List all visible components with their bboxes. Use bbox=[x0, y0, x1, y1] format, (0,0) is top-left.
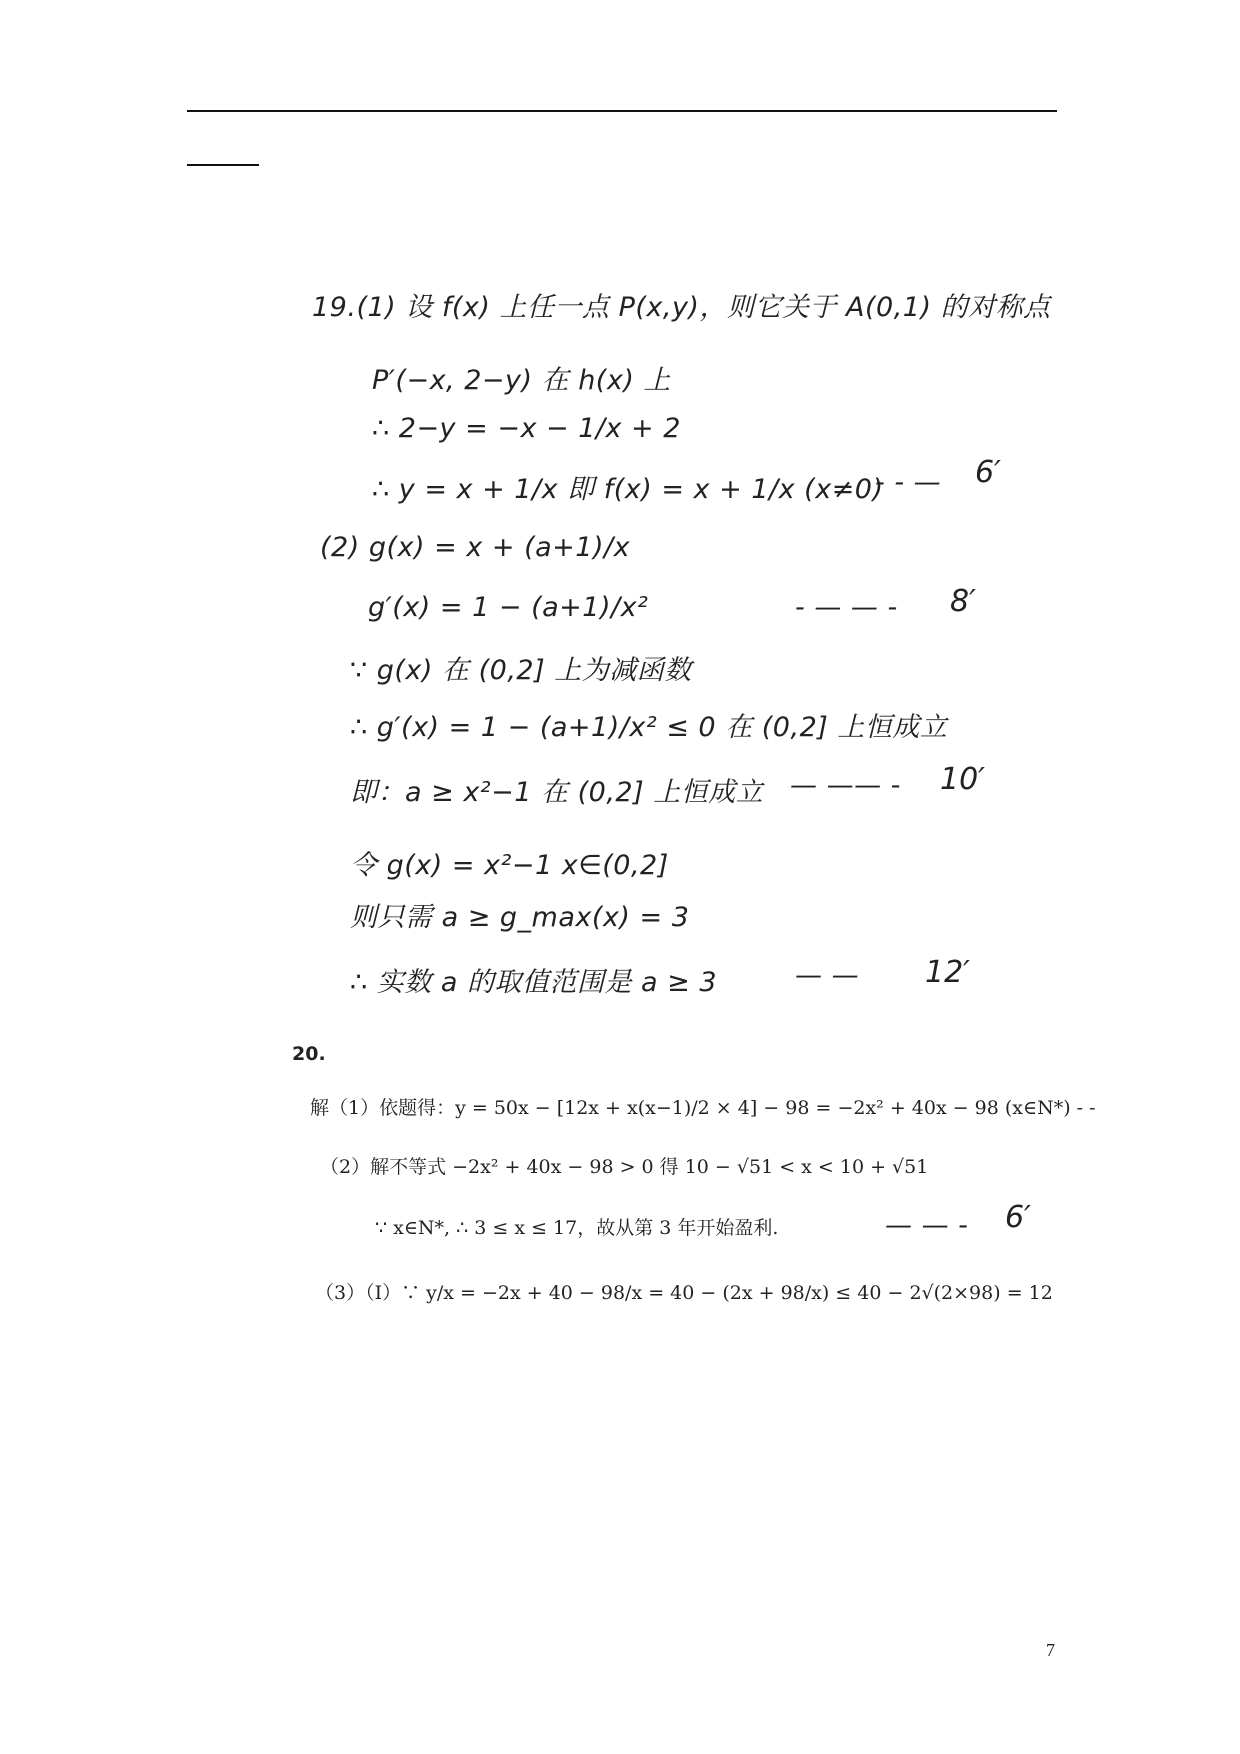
header-rule bbox=[187, 110, 1057, 112]
header-short-rule bbox=[187, 164, 259, 166]
q19-line-8: ∴ g′(x) = 1 − (a+1)/x² ≤ 0 在 (0,2] 上恒成立 bbox=[350, 712, 948, 743]
page-number: 7 bbox=[1046, 1640, 1055, 1660]
q19-point-dash-1: - - — bbox=[875, 467, 942, 498]
q19-point-dash-3: — —— - bbox=[790, 770, 901, 801]
q19-point-score-1: 6′ bbox=[975, 455, 1001, 490]
q19-line-3: ∴ 2−y = −x − 1/x + 2 bbox=[372, 413, 681, 444]
q19-line-9: 即：a ≥ x²−1 在 (0,2] 上恒成立 bbox=[350, 777, 764, 808]
q20-point-dash-1: — — - bbox=[885, 1210, 969, 1241]
q20-line-2: （2）解不等式 −2x² + 40x − 98 > 0 得 10 − √51 < x < 10 + √51 bbox=[320, 1156, 929, 1178]
q19-line-2: P′(−x, 2−y) 在 h(x) 上 bbox=[372, 365, 671, 396]
q19-point-dash-4: — — bbox=[795, 960, 860, 991]
q19-line-4: ∴ y = x + 1/x 即 f(x) = x + 1/x (x≠0) bbox=[372, 474, 884, 505]
q20-line-3: ∵ x∈N*, ∴ 3 ≤ x ≤ 17，故从第 3 年开始盈利. bbox=[375, 1217, 779, 1239]
q19-point-score-3: 10′ bbox=[940, 762, 985, 797]
q20-line-4: （3）（Ⅰ）∵ y/x = −2x + 40 − 98/x = 40 − (2x + 98/x) ≤ 40 − 2√(2×98) = 12 bbox=[315, 1282, 1053, 1304]
q19-line-5: (2) g(x) = x + (a+1)/x bbox=[320, 532, 631, 563]
q19-line-10: 令 g(x) = x²−1 x∈(0,2] bbox=[350, 850, 669, 881]
q19-point-score-2: 8′ bbox=[950, 584, 976, 619]
q20-point-score-1: 6′ bbox=[1005, 1200, 1031, 1235]
q19-line-1: 19.(1) 设 f(x) 上任一点 P(x,y)，则它关于 A(0,1) 的对称点 bbox=[312, 292, 1051, 323]
q19-point-dash-2: - — — - bbox=[795, 592, 898, 623]
q19-point-score-4: 12′ bbox=[925, 955, 970, 990]
q19-line-6: g′(x) = 1 − (a+1)/x² bbox=[368, 592, 649, 623]
q19-line-11: 则只需 a ≥ g_max(x) = 3 bbox=[350, 902, 690, 933]
q20-line-1: 解（1）依题得：y = 50x − [12x + x(x−1)/2 × 4] − 98 = −2x² + 40x − 98 (x∈N*) - - bbox=[310, 1097, 1096, 1119]
q20-number: 20. bbox=[292, 1043, 326, 1065]
q19-line-7: ∵ g(x) 在 (0,2] 上为减函数 bbox=[350, 655, 692, 686]
q19-line-12: ∴ 实数 a 的取值范围是 a ≥ 3 bbox=[350, 967, 718, 998]
